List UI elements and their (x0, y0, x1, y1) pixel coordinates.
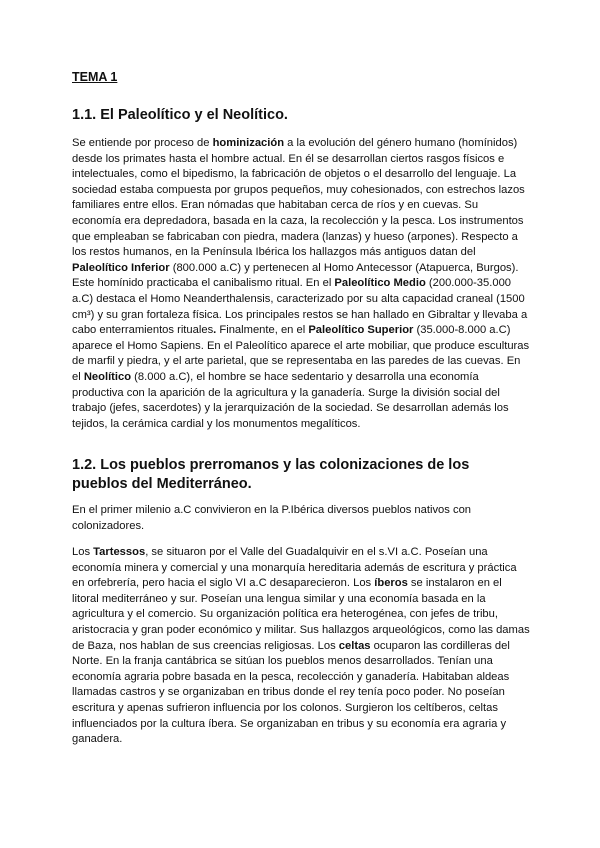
text-run: se instalaron en el litoral mediterráneo y sur. Poseían una lengua similar y una economía basada en la agricultura y el comercio. Su organización política era heterogénea, con jefes de tribu, aristocracia y gran poder económico y militar. Sus hallazgos arqueológicos, como las damas de Baza, nos hablan de sus creencias religiosas. Los (72, 577, 530, 652)
text-run: (35.000-8.000 a.C) aparece el Homo Sapiens. En el Paleolítico aparece el arte mobiliar, que produce esculturas de marfil y piedra, y el arte parietal, que se representaba en las paredes de las cuevas. En el (72, 324, 530, 383)
term-celtas: celtas (338, 639, 371, 652)
text-run: (200.000-35.000 a.C) destaca el Homo Neanderthalensis, caracterizado por su alta capacidad craneal (1500 cm³) y su gran fortaleza física. Los principales restos se han hallado en Gibraltar y llevaba a cabo enterramientos rituales (72, 277, 528, 337)
text-run: Los (72, 546, 94, 558)
bold-period: . (213, 324, 217, 337)
section-1-title: 1.1. El Paleolítico y el Neolítico. (72, 107, 288, 123)
term-hominizacion: hominización (212, 137, 285, 149)
section-2-intro: En el primer milenio a.C convivieron en la P.Ibérica diversos pueblos nativos con colonizadores. (72, 504, 472, 532)
text-run: (8.000 a.C), el hombre se hace sedentario y desarrolla una economía productiva con la aparición de la agricultura y la ganadería. Surge la división social del trabajo (jefes, sacerdotes) y la jerarquización de la sociedad. Se desarrollan además los tejidos, la cerámica cardial y los monumentos megalíticos. (72, 370, 509, 430)
text-run: Finalmente, en el (216, 324, 309, 337)
section-2-title: 1.2. Los pueblos prerromanos y las colonizaciones de los pueblos del Mediterráneo. (72, 457, 470, 492)
section-1-paragraph (72, 136, 530, 432)
topic-heading: TEMA 1 (72, 70, 118, 84)
text-run: a la evolución del género humano (homínidos) desde los primates hasta el hombre actual. En él se desarrollan ciertos rasgos físicos e intelectuales, como el bipedismo, la fabricación de objetos o el desarrollo del lenguaje. La sociedad estaba compuesta por grupos pequeños, muy cohesionados, con estrechos lazos familiares entre ellos. Eran nómadas que habitaban cerca de ríos y en cuevas. Su economía era depredadora, basada en la caza, la recolección y la pesca. Los instrumentos que empleaban se fabricaban con piedra, madera (lanzas) y hueso (arpones). Respecto a los restos humanos, en la Península Ibérica los hallazgos más antiguos datan del (72, 137, 525, 259)
term-paleolitico-inferior: Paleolítico Inferior (72, 261, 170, 274)
term-paleolitico-superior: Paleolítico Superior (308, 324, 414, 337)
text-run: Se entiende por proceso de (72, 137, 213, 149)
text-run: , se situaron por el Valle del Guadalquivir en el s.VI a.C. Poseían una economía minera y comercial y una monarquía hereditaria además de escritura y práctica en orfebrería, pero hacia el siglo VI a.C desaparecieron. Los (72, 546, 517, 590)
text-run: (800.000 a.C) y pertenecen al Homo Antecessor (Atapuerca, Burgos). Este homínido practicaba el canibalismo ritual. En el (72, 261, 519, 290)
term-tartessos: Tartessos (93, 546, 146, 558)
text-run: ocuparon las cordilleras del Norte. En la franja cantábrica se sitúan los pueblos menos desarrollados. Tenían una economía agraria pobre basada en la pesca, recolección y ganadería. Habitaban aldeas llamadas castros y se organizaban en tribus donde el rey tenía poco poder. No poseían escritura y apenas sufrieron influencia por los colonos. Surgieron los celtíberos, celtas influenciados por la cultura íbera. Se organizaban en tribus y su economía era agraria y ganadera. (72, 639, 510, 746)
term-neolitico: Neolítico (83, 370, 132, 383)
term-paleolitico-medio: Paleolítico Medio (334, 277, 426, 290)
term-iberos: íberos (374, 577, 408, 590)
section-2-paragraph (72, 545, 530, 748)
